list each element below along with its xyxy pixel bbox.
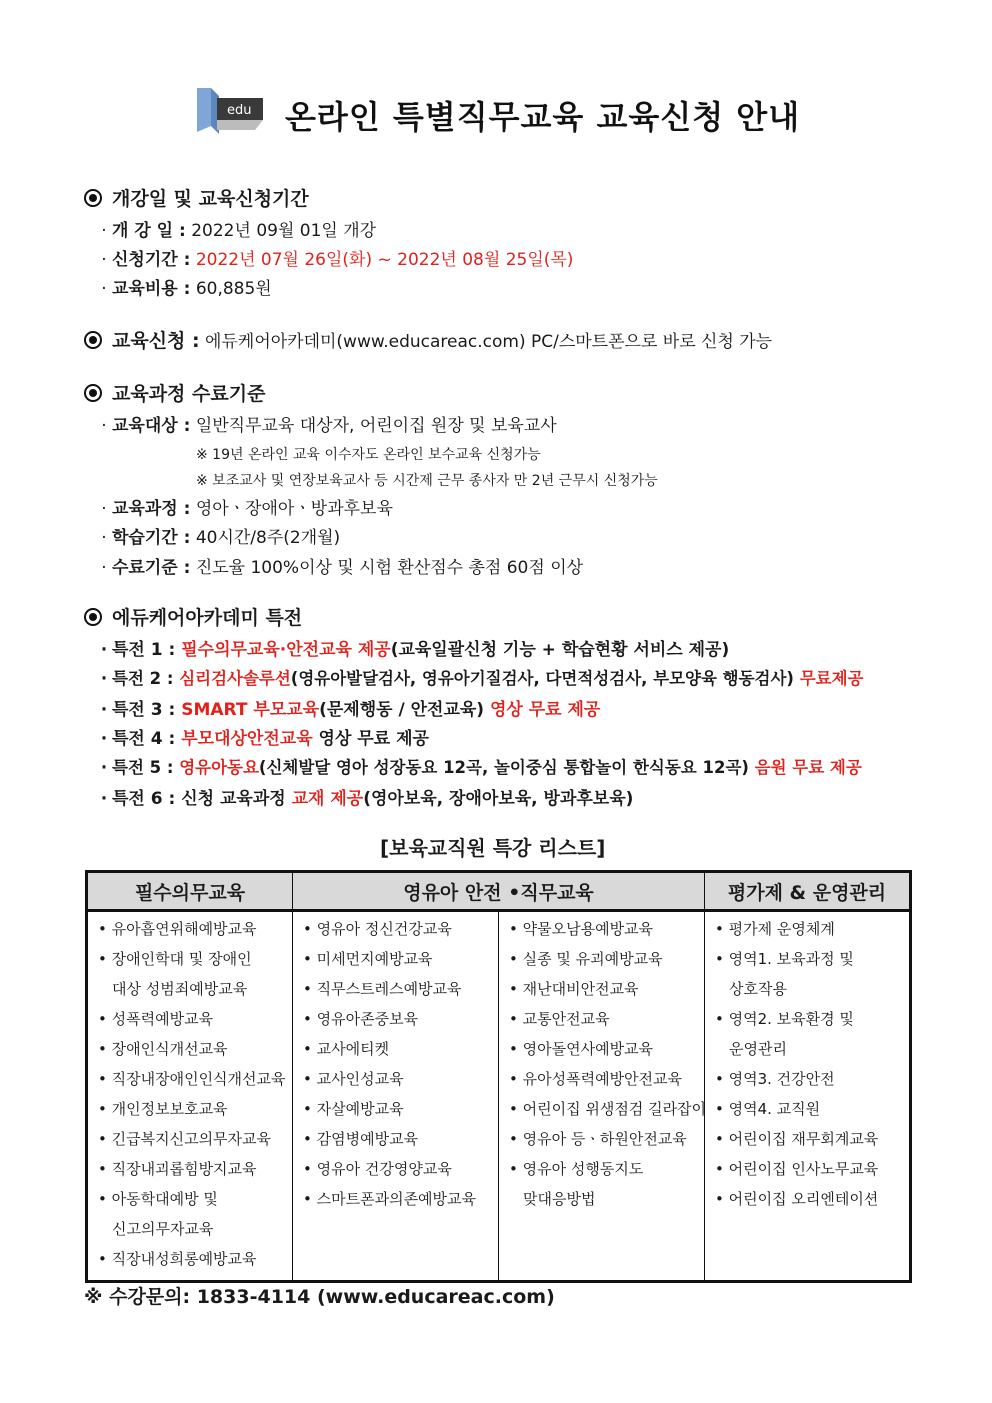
list-item: • 직장내성희롱예방교육: [98, 1250, 257, 1268]
logo-text: edu: [227, 103, 252, 118]
list-item: • 자살예방교육: [303, 1100, 404, 1118]
benefit-2-row: · 특전 2 : 심리검사솔루션(영유아발달검사, 영유아기질검사, 다면적성검사, 부모양육 행동검사) 무료제공: [100, 669, 864, 688]
list-item: • 영유아 건강영양교육: [303, 1160, 452, 1178]
list-item: • 어린이집 재무회계교육: [715, 1130, 879, 1148]
benefit-4-row: · 특전 4 : 부모대상안전교육 영상 무료 제공: [100, 729, 429, 749]
list-item: • 영역1. 보육과정 및 상호작용: [715, 950, 854, 998]
list-item: • 영역3. 건강안전: [715, 1070, 835, 1088]
list-item: • 미세먼지예방교육: [303, 950, 433, 968]
header-safety: 영유아 안전 •직무교육: [293, 872, 705, 911]
contact-footer: ※ 수강문의: 1833-4114 (www.educareac.com): [84, 1286, 555, 1308]
list-item: • 영아돌연사예방교육: [509, 1040, 654, 1058]
benefit-5-row: · 특전 5 : 영유아동요(신체발달 영아 성장동요 12곡, 놀이중심 통합놀이 한식동요 12곡) 음원 무료 제공: [100, 758, 862, 777]
header-evaluation: 평가제 & 운영관리: [705, 872, 911, 911]
lecture-table: [85, 870, 912, 1283]
list-item: • 유아성폭력예방안전교육: [509, 1070, 683, 1088]
list-item: • 유아흡연위해예방교육: [98, 920, 257, 938]
list-item: • 교통안전교육: [509, 1010, 610, 1028]
list-item: • 긴급복지신고의무자교육: [98, 1130, 272, 1148]
section-benefits-heading: 에듀케어아카데미 특전: [84, 603, 302, 630]
section-schedule-heading: 개강일 및 교육신청기간: [84, 184, 309, 211]
schedule-cost-row: · 교육비용 : 60,885원: [101, 279, 272, 299]
schedule-apply-row: · 신청기간 : 2022년 07월 26일(화) ~ 2022년 08월 25일(목): [101, 250, 574, 270]
list-item: • 영유아존중보육: [303, 1010, 419, 1028]
criteria-complete-row: · 수료기준 : 진도율 100%이상 및 시험 환산점수 총점 60점 이상: [101, 558, 584, 578]
list-item: • 장애인학대 및 장애인 대상 성범죄예방교육: [98, 950, 252, 998]
list-item: • 어린이집 인사노무교육: [715, 1160, 879, 1178]
list-item: • 약물오남용예방교육: [509, 920, 654, 938]
circle-bullet-icon: [84, 189, 102, 207]
lecture-list-title: [보육교직원 특강 리스트]: [380, 836, 606, 860]
criteria-period-row: · 학습기간 : 40시간/8주(2개월): [101, 528, 341, 548]
list-item: • 직장내장애인인식개선교육: [98, 1070, 286, 1088]
header-mandatory: 필수의무교육: [87, 872, 293, 911]
list-item: • 직장내괴롭힘방지교육: [98, 1160, 257, 1178]
list-item: • 교사인성교육: [303, 1070, 404, 1088]
edu-logo-icon: [193, 86, 265, 140]
col-evaluation: [705, 911, 911, 1282]
col-safety-1: [293, 911, 499, 1282]
list-item: • 감염병예방교육: [303, 1130, 419, 1148]
criteria-course-row: · 교육과정 : 영아ㆍ장애아ㆍ방과후보육: [101, 499, 393, 519]
section-apply-line: 교육신청 : 에듀케어아카데미(www.educareac.com) PC/스마트폰으로 바로 신청 가능: [84, 326, 772, 353]
benefit-6-row: · 특전 6 : 신청 교육과정 교재 제공(영아보육, 장애아보육, 방과후보육): [100, 789, 634, 809]
circle-bullet-icon: [84, 608, 102, 626]
list-item: • 영역4. 교직원: [715, 1100, 821, 1118]
page-title: 온라인 특별직무교육 교육신청 안내: [285, 98, 801, 136]
list-item: • 영유아 등ㆍ하원안전교육: [509, 1130, 687, 1148]
list-item: • 아동학대예방 및 신고의무자교육: [98, 1190, 218, 1238]
col-safety-2: [499, 911, 705, 1282]
list-item: • 교사에티켓: [303, 1040, 390, 1058]
list-item: • 장애인식개선교육: [98, 1040, 228, 1058]
list-item: • 영유아 성행동지도 맞대응방법: [509, 1160, 644, 1208]
list-item: • 스마트폰과의존예방교육: [303, 1190, 477, 1208]
list-item: • 영역2. 보육환경 및 운영관리: [715, 1010, 854, 1058]
schedule-start-row: · 개 강 일 : 2022년 09월 01일 개강: [101, 221, 377, 241]
list-item: • 평가제 운영체계: [715, 920, 835, 938]
table-header-row: [87, 872, 911, 911]
col-mandatory: [87, 911, 293, 1282]
list-item: • 성폭력예방교육: [98, 1010, 214, 1028]
list-item: • 재난대비안전교육: [509, 980, 639, 998]
criteria-note-1: ※ 19년 온라인 교육 이수자도 온라인 보수교육 신청가능: [196, 447, 541, 463]
circle-bullet-icon: [84, 331, 102, 349]
list-item: • 영유아 정신건강교육: [303, 920, 452, 938]
list-item: • 개인정보보호교육: [98, 1100, 228, 1118]
criteria-note-2: ※ 보조교사 및 연장보육교사 등 시간제 근무 종사자 만 2년 근무시 신청가능: [196, 473, 658, 489]
section-criteria-heading: 교육과정 수료기준: [84, 379, 265, 406]
list-item: • 어린이집 위생점검 길라잡이: [509, 1100, 707, 1118]
criteria-target-row: · 교육대상 : 일반직무교육 대상자, 어린이집 원장 및 보육교사: [101, 416, 557, 436]
list-item: • 어린이집 오리엔테이션: [715, 1190, 879, 1208]
title-block: [193, 86, 813, 142]
circle-bullet-icon: [84, 384, 102, 402]
benefit-1-row: · 특전 1 : 필수의무교육·안전교육 제공(교육일괄신청 기능 + 학습현황 서비스 제공): [100, 640, 730, 660]
list-item: • 직무스트레스예방교육: [303, 980, 462, 998]
table-body-row: [87, 911, 911, 1282]
benefit-3-row: · 특전 3 : SMART 부모교육(문제행동 / 안전교육) 영상 무료 제공: [100, 700, 601, 720]
list-item: • 실종 및 유괴예방교육: [509, 950, 663, 968]
